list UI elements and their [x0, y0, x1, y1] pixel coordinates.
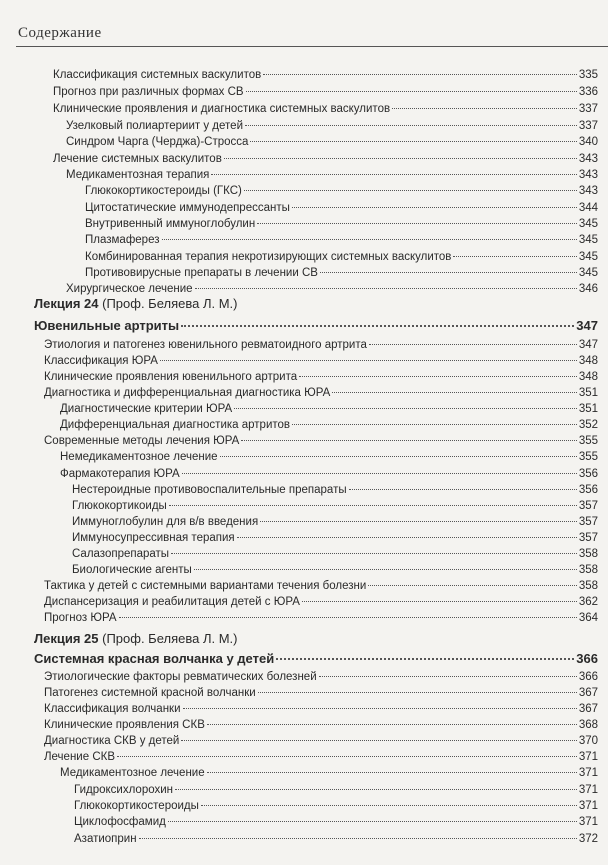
toc-entry: [53, 68, 598, 82]
dot-leader: [276, 658, 574, 660]
toc-entry-title: Классификация ЮРА: [44, 355, 158, 367]
toc-entry: [66, 119, 598, 133]
toc-page-number: 357: [578, 532, 598, 544]
toc-entry-title: Немедикаментозное лечение: [60, 451, 218, 463]
toc-entry: [85, 250, 598, 264]
dot-leader: [368, 585, 577, 586]
toc-entry-title: Прогноз ЮРА: [44, 612, 117, 624]
toc-entry-title: Азатиоприн: [74, 833, 137, 845]
toc-page-number: 371: [578, 767, 598, 779]
toc-entry-title: Диспансеризация и реабилитация детей с ЮРА: [44, 596, 300, 608]
toc-entry: [85, 266, 598, 280]
toc-entry: [44, 611, 598, 625]
toc-entry: [72, 499, 598, 513]
toc-entry-title: Цитостатические иммунодепрессанты: [85, 202, 290, 214]
dot-leader: [194, 569, 577, 570]
toc-entry: [85, 201, 598, 215]
toc-page-number: 340: [578, 136, 598, 148]
toc-entry: [44, 354, 598, 368]
dot-leader: [241, 440, 576, 441]
toc-entry-title: Медикаментозная терапия: [66, 169, 210, 181]
toc-entry: [44, 370, 598, 384]
toc-entry-title: Лечение СКВ: [44, 751, 115, 763]
toc-page-number: 344: [578, 202, 598, 214]
toc-entry-title: Противовирусные препараты в лечении СВ: [85, 267, 318, 279]
toc-page-number: 358: [578, 580, 598, 592]
page-header: Содержание: [18, 25, 102, 41]
toc-entry-title: Глюкокортикостероиды: [74, 800, 199, 812]
lecture-number: Лекция 25: [34, 631, 99, 646]
toc-entry-title: Клинические проявления ювенильного артрита: [44, 371, 298, 383]
toc-entry-title: Тактика у детей с системными вариантами течения болезни: [44, 580, 367, 592]
toc-entry: [60, 418, 598, 432]
toc-entry-title: Дифференциальная диагностика артритов: [60, 419, 291, 431]
dot-leader: [244, 190, 577, 191]
dot-leader: [332, 392, 576, 393]
toc-entry: [44, 386, 598, 400]
toc-entry-title: Циклофосфамид: [74, 816, 166, 828]
dot-leader: [183, 708, 577, 709]
dot-leader: [117, 756, 577, 757]
toc-entry-title: Иммуноглобулин для в/в введения: [72, 516, 259, 528]
dot-leader: [207, 772, 577, 773]
toc-page-number: 362: [578, 596, 598, 608]
toc-page-number: 367: [578, 703, 598, 715]
dot-leader: [182, 473, 577, 474]
toc-entry-title: Патогенез системной красной волчанки: [44, 687, 256, 699]
toc-page-number: 343: [578, 169, 598, 181]
toc-entry-title: Салазопрепараты: [72, 548, 170, 560]
dot-leader: [139, 838, 577, 839]
toc-page-number: 337: [578, 103, 598, 115]
toc-page-number: 358: [578, 548, 598, 560]
toc-entry-title: Синдром Чарга (Черджа)-Стросса: [66, 136, 249, 148]
toc-page-number: 348: [578, 355, 598, 367]
toc-page-number: 357: [578, 516, 598, 528]
dot-leader: [195, 288, 577, 289]
toc-entry: [66, 282, 598, 296]
lecture-heading: [34, 631, 238, 646]
toc-page-number: 343: [578, 153, 598, 165]
toc-entry: [60, 450, 598, 464]
dot-leader: [349, 489, 577, 490]
toc-entry-title: Глюкокортикоиды: [72, 500, 167, 512]
dot-leader: [260, 521, 577, 522]
toc-entry: [53, 102, 598, 116]
toc-entry: [74, 799, 598, 813]
dot-leader: [181, 325, 574, 327]
toc-page-number: 371: [578, 751, 598, 763]
toc-page-number: 345: [578, 218, 598, 230]
toc-entry: [44, 702, 598, 716]
toc-entry-title: Комбинированная терапия некротизирующих системных васкулитов: [85, 251, 452, 263]
toc-entry-title: Прогноз при различных формах СВ: [53, 86, 244, 98]
toc-section-entry: [34, 319, 598, 333]
toc-entry: [72, 483, 598, 497]
toc-entry: [74, 832, 598, 846]
lecture-author: (Проф. Беляева Л. М.): [102, 631, 238, 646]
toc-entry: [44, 734, 598, 748]
toc-section-entry: [34, 652, 598, 666]
dot-leader: [258, 692, 577, 693]
dot-leader: [220, 456, 577, 457]
toc-entry: [44, 686, 598, 700]
dot-leader: [237, 537, 577, 538]
toc-entry-title: Современные методы лечения ЮРА: [44, 435, 240, 447]
toc-entry-title: Гидроксихлорохин: [74, 784, 174, 796]
toc-page-number: 357: [578, 500, 598, 512]
lecture-author: (Проф. Беляева Л. М.): [102, 296, 238, 311]
toc-entry-title: Системная красная волчанка у детей: [34, 651, 275, 666]
dot-leader: [292, 207, 577, 208]
toc-entry: [44, 670, 598, 684]
lecture-number: Лекция 24: [34, 296, 99, 311]
dot-leader: [263, 74, 577, 75]
dot-leader: [320, 272, 577, 273]
toc-entry-title: Диагностика и дифференциальная диагностика ЮРА: [44, 387, 331, 399]
toc-page-number: 347: [578, 339, 598, 351]
toc-page-number: 356: [578, 484, 598, 496]
dot-leader: [453, 256, 576, 257]
dot-leader: [302, 601, 577, 602]
dot-leader: [257, 223, 577, 224]
toc-entry: [85, 217, 598, 231]
dot-leader: [392, 108, 577, 109]
dot-leader: [250, 141, 576, 142]
toc-entry-title: Глюкокортикостероиды (ГКС): [85, 185, 242, 197]
toc-entry: [60, 766, 598, 780]
dot-leader: [119, 617, 577, 618]
toc-page-number: 366: [576, 651, 598, 666]
toc-entry: [66, 135, 598, 149]
dot-leader: [171, 553, 577, 554]
toc-page-number: 364: [578, 612, 598, 624]
toc-page-number: 347: [576, 318, 598, 333]
toc-entry: [60, 467, 598, 481]
toc-entry: [72, 531, 598, 545]
toc-page-number: 370: [578, 735, 598, 747]
toc-page-number: 371: [578, 816, 598, 828]
toc-page-number: 345: [578, 234, 598, 246]
toc-page-number: 371: [578, 800, 598, 812]
dot-leader: [246, 91, 577, 92]
dot-leader: [245, 125, 577, 126]
dot-leader: [369, 344, 577, 345]
toc-page-number: 351: [578, 387, 598, 399]
toc-page-number: 367: [578, 687, 598, 699]
toc-entry-title: Фармакотерапия ЮРА: [60, 468, 180, 480]
toc-page-number: 345: [578, 267, 598, 279]
toc-entry: [72, 515, 598, 529]
dot-leader: [168, 821, 577, 822]
toc-entry-title: Клинические проявления и диагностика системных васкулитов: [53, 103, 391, 115]
toc-entry: [72, 563, 598, 577]
dot-leader: [175, 789, 577, 790]
toc-entry-title: Узелковый полиартериит у детей: [66, 120, 243, 132]
toc-entry-title: Внутривенный иммуноглобулин: [85, 218, 256, 230]
toc-entry-title: Биологические агенты: [72, 564, 192, 576]
toc-entry: [44, 338, 598, 352]
toc-entry: [85, 184, 598, 198]
toc-entry-title: Клинические проявления СКВ: [44, 719, 205, 731]
dot-leader: [160, 360, 577, 361]
toc-entry: [44, 718, 598, 732]
toc-page-number: 352: [578, 419, 598, 431]
toc-entry: [66, 168, 598, 182]
toc-entry: [53, 152, 598, 166]
dot-leader: [319, 676, 577, 677]
toc-entry-title: Ювенильные артриты: [34, 318, 180, 333]
toc-page-number: 335: [578, 69, 598, 81]
toc-entry: [72, 547, 598, 561]
toc-entry-title: Медикаментозное лечение: [60, 767, 205, 779]
toc-entry: [44, 750, 598, 764]
dot-leader: [181, 740, 576, 741]
dot-leader: [207, 724, 577, 725]
toc-entry-title: Этиология и патогенез ювенильного ревматоидного артрита: [44, 339, 367, 351]
toc-page-number: 371: [578, 784, 598, 796]
toc-entry-title: Плазмаферез: [85, 234, 160, 246]
toc-page-number: 368: [578, 719, 598, 731]
dot-leader: [169, 505, 577, 506]
toc-entry-title: Этиологические факторы ревматических болезней: [44, 671, 317, 683]
dot-leader: [234, 408, 577, 409]
toc-entry-title: Лечение системных васкулитов: [53, 153, 222, 165]
toc-page-number: 348: [578, 371, 598, 383]
toc-entry-title: Диагностика СКВ у детей: [44, 735, 180, 747]
toc-entry-title: Диагностические критерии ЮРА: [60, 403, 233, 415]
dot-leader: [162, 239, 577, 240]
toc-page-number: 351: [578, 403, 598, 415]
toc-page-number: 343: [578, 185, 598, 197]
toc-entry: [44, 595, 598, 609]
toc-page-number: 336: [578, 86, 598, 98]
toc-entry: [74, 783, 598, 797]
toc-entry: [74, 815, 598, 829]
dot-leader: [299, 376, 577, 377]
toc-entry: [60, 402, 598, 416]
dot-leader: [211, 174, 576, 175]
lecture-heading: [34, 296, 238, 311]
toc-page-number: 366: [578, 671, 598, 683]
toc-page-number: 346: [578, 283, 598, 295]
toc-entry: [44, 434, 598, 448]
dot-leader: [201, 805, 577, 806]
toc-entry-title: Классификация системных васкулитов: [53, 69, 262, 81]
toc-page-number: 356: [578, 468, 598, 480]
toc-page-number: 358: [578, 564, 598, 576]
toc-page-number: 372: [578, 833, 598, 845]
toc-page-number: 337: [578, 120, 598, 132]
toc-entry: [85, 233, 598, 247]
toc-entry-title: Иммуносупрессивная терапия: [72, 532, 235, 544]
dot-leader: [292, 424, 577, 425]
toc-page-number: 355: [578, 451, 598, 463]
toc-entry: [53, 85, 598, 99]
toc-page-number: 345: [578, 251, 598, 263]
dot-leader: [224, 158, 577, 159]
toc-page-number: 355: [578, 435, 598, 447]
toc-entry-title: Хирургическое лечение: [66, 283, 193, 295]
toc-entry-title: Классификация волчанки: [44, 703, 181, 715]
toc-entry-title: Нестероидные противовоспалительные препараты: [72, 484, 347, 496]
toc-entry: [44, 579, 598, 593]
